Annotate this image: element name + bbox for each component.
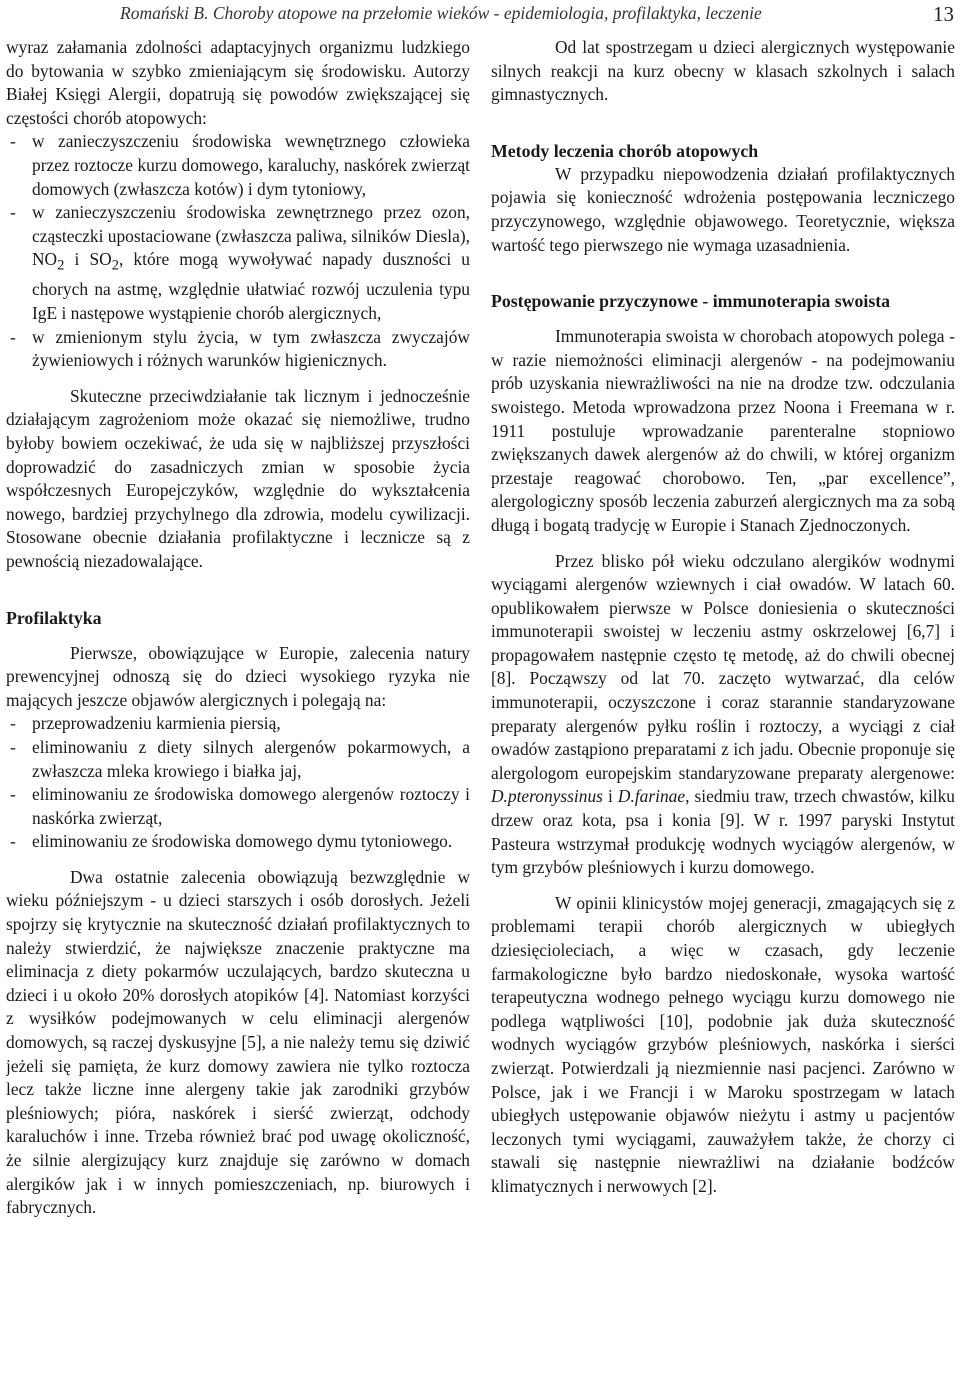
text-run: i SO: [64, 249, 112, 270]
list-item: - w zmienionym stylu życia, w tym zwłaszcza zwyczajów żywieniowych i różnych warunków higienicznych.: [6, 326, 470, 373]
paragraph: W przypadku niepowodzenia działań profilaktycznych pojawia się konieczność wdrożenia postępowania leczniczego przyczynowego, względnie objawowego. Teoretycznie, większa wartość tego pierwszego nie wymaga uzasadnienia.: [491, 163, 955, 255]
list-item: - eliminowaniu ze środowiska domowego dymu tytoniowego.: [6, 830, 470, 854]
subscript: 2: [57, 257, 65, 274]
paragraph-continuation: wyraz załamania zdolności adaptacyjnych organizmu ludzkiego do bytowania w szybko zmieniającym się środowisku. Autorzy Białej Księgi Alergii, dopatrują się powodów zwiększającej się częstości chorób atopowych:: [6, 37, 470, 128]
species-name: D.pteronyssinus: [491, 786, 603, 807]
list-item: [6, 201, 470, 325]
paragraph: Skuteczne przeciwdziałanie tak licznym i jednocześnie działającym zagrożeniom może okazać się niemożliwe, trudno byłoby bowiem oczekiwać, że uda się w najbliższej przyszłości doprowadzić do zasadniczych zmian w sposobie życia współczesnych Europejczyków, względnie do wykształcenia nowego, bardziej przychylnego dla zdrowia, modelu cywilizacji. Stosowane obecnie działania profilaktyczne i lecznicze są z pewnością niezadowalające.: [6, 385, 470, 571]
prevention-list: [6, 712, 470, 854]
species-name: D.farinae: [617, 786, 686, 807]
running-head: Romański B. Choroby atopowe na przełomie wieków - epidemiologia, profilaktyka, leczenie: [120, 3, 762, 23]
list-item: - eliminowaniu ze środowiska domowego alergenów roztoczy i naskórka zwierząt,: [6, 783, 470, 830]
causes-list: [6, 130, 470, 372]
left-column: [6, 36, 470, 1380]
text-run: , które mogą wywoływać napady duszności u chorych na astmę, względnie ułatwiać rozwój uczulenia typu IgE i następowe wystąpienie chorób alergicznych,: [32, 249, 470, 323]
section-heading: Profilaktyka: [6, 607, 102, 628]
list-item: - eliminowaniu z diety silnych alergenów pokarmowych, a zwłaszcza mleka krowiego i białka jaj,: [6, 736, 470, 783]
text-run: , siedmiu traw, trzech chwastów, kilku drzew oraz kota, psa i konia [9]. W r. 1997 paryski Instytut Pasteura wstrzymał produkcję wodnych wyciągów alergenów, w tym grzybów pleśniowych i kurzu domowego.: [491, 786, 955, 878]
section-heading: Metody leczenia chorób atopowych: [491, 140, 759, 161]
paragraph: Od lat spostrzegam u dzieci alergicznych występowanie silnych reakcji na kurz obecny w klasach szkolnych i salach gimnastycznych.: [491, 37, 955, 105]
paragraph: Pierwsze, obowiązujące w Europie, zalecenia natury prewencyjnej odnoszą się do dzieci wysokiego ryzyka nie mających jeszcze objawów alergicznych i polegają na:: [6, 642, 470, 710]
section-heading: Postępowanie przyczynowe - immunoterapia swoista: [491, 291, 891, 312]
paragraph: W opinii klinicystów mojej generacji, zmagających się z problemami terapii chorób alergicznych w ubiegłych dziesięcioleciach, a więc w czasach, gdy leczenie farmakologiczne było bardzo niedoskonałe, wysoka wartość terapeutyczna wodnego pełnego wyciągu kurzu domowego nie podlega wątpliwości [10], podobnie jak duża skuteczność wodnych wyciągów grzybów pleśniowych, naskórka i sierści zwierząt. Potwierdzali ją niezmiennie nasi pacjenci. Zarówno w Polsce, jak i we Francji i w Maroku spostrzegam w latach ubiegłych ustępowanie objawów nieżytu i astmy u pacjentów leczonych tymi wyciągami, zauważyłem także, że chorzy ci stawali się następnie niewrażliwi na działanie bodźców klimatycznych i nerwowych [2].: [491, 892, 955, 1196]
list-item: - przeprowadzeniu karmienia piersią,: [6, 712, 470, 736]
right-column: [491, 36, 955, 1380]
list-item: - w zanieczyszczeniu środowiska wewnętrznego człowieka przez roztocze kurzu domowego, karaluchy, naskórek zwierząt domowych (zwłaszcza kotów) i dym tytoniowy,: [6, 130, 470, 201]
paragraph: Dwa ostatnie zalecenia obowiązują bezwzględnie w wieku późniejszym - u dzieci starszych i osób dorosłych. Jeżeli spojrzy się krytycznie na skuteczność działań profilaktycznych to należy stwierdzić, że największe znaczenie praktyczne ma eliminacja z diety pokarmów uczulających, bardzo skuteczna u dzieci i u około 20% dorosłych atopików [4]. Natomiast korzyści z wysiłków podejmowanych w celu eliminacji alergenów domowych, są raczej dyskusyjne [5], a nie należy temu się dziwić jeżeli się pamięta, że kurz domowy zawiera nie tylko roztocza lecz także liczne inne alergeny takie jak zarodniki grzybów pleśniowych; pióra, naskórek i sierść zwierząt, odchody karaluchów i inne. Trzeba również brać pod uwagę okoliczność, że silnie alergizujący kurz znajduje się zarówno w domach alergików jak i w innych pomieszczeniach, np. biurowych i fabrycznych.: [6, 866, 470, 1218]
page-number: 13: [933, 2, 954, 26]
paragraph: [491, 550, 955, 880]
text-run: Przez blisko pół wieku odczulano alergików wodnymi wyciągami alergenów wziewnych i ciał owadów. W latach 60. opublikowałem pierwsze w Polsce doniesienia o skuteczności immunoterapii swoistej w leczeniu astmy oskrzelowej [6,7] i propagowałem następnie często tę metodę, aż do chwili obecnej [8]. Począwszy od lat 70. zaczęto wytwarzać, dla celów immunoterapii, oczyszczone i coraz starannie standaryzowane preparaty alergenów pyłku roślin i roztoczy, a wyciągi z ciał owadów zastąpiono preparatami z ich jadu. Obecnie proponuje się alergologom europejskim standaryzowane preparaty alergenowe:: [491, 550, 955, 783]
text-run: i: [602, 786, 618, 807]
text-run: w zanieczyszczeniu środowiska zewnętrznego przez ozon, cząsteczki upostaciowane (zwłaszcza paliwa, silników Diesla), NO: [32, 202, 470, 270]
subscript: 2: [111, 257, 119, 274]
page-header: [0, 0, 960, 34]
paragraph: Immunoterapia swoista w chorobach atopowych polega - w razie niemożności eliminacji alergenów - na podejmowaniu prób uzyskania niewrażliwości na nie na drodze tzw. odczulania swoistego. Metoda wprowadzona przez Noona i Freemana w r. 1911 postuluje wprowadzanie parenteralne stopniowo zwiększanych dawek alergenów aż do chwili, w której organizm przestaje reagować chorobowo. Ten, „par excellence”, alergologiczny sposób leczenia zaburzeń alergicznych ma za sobą długą i bogatą tradycję w Europie i Stanach Zjednoczonych.: [491, 326, 955, 535]
